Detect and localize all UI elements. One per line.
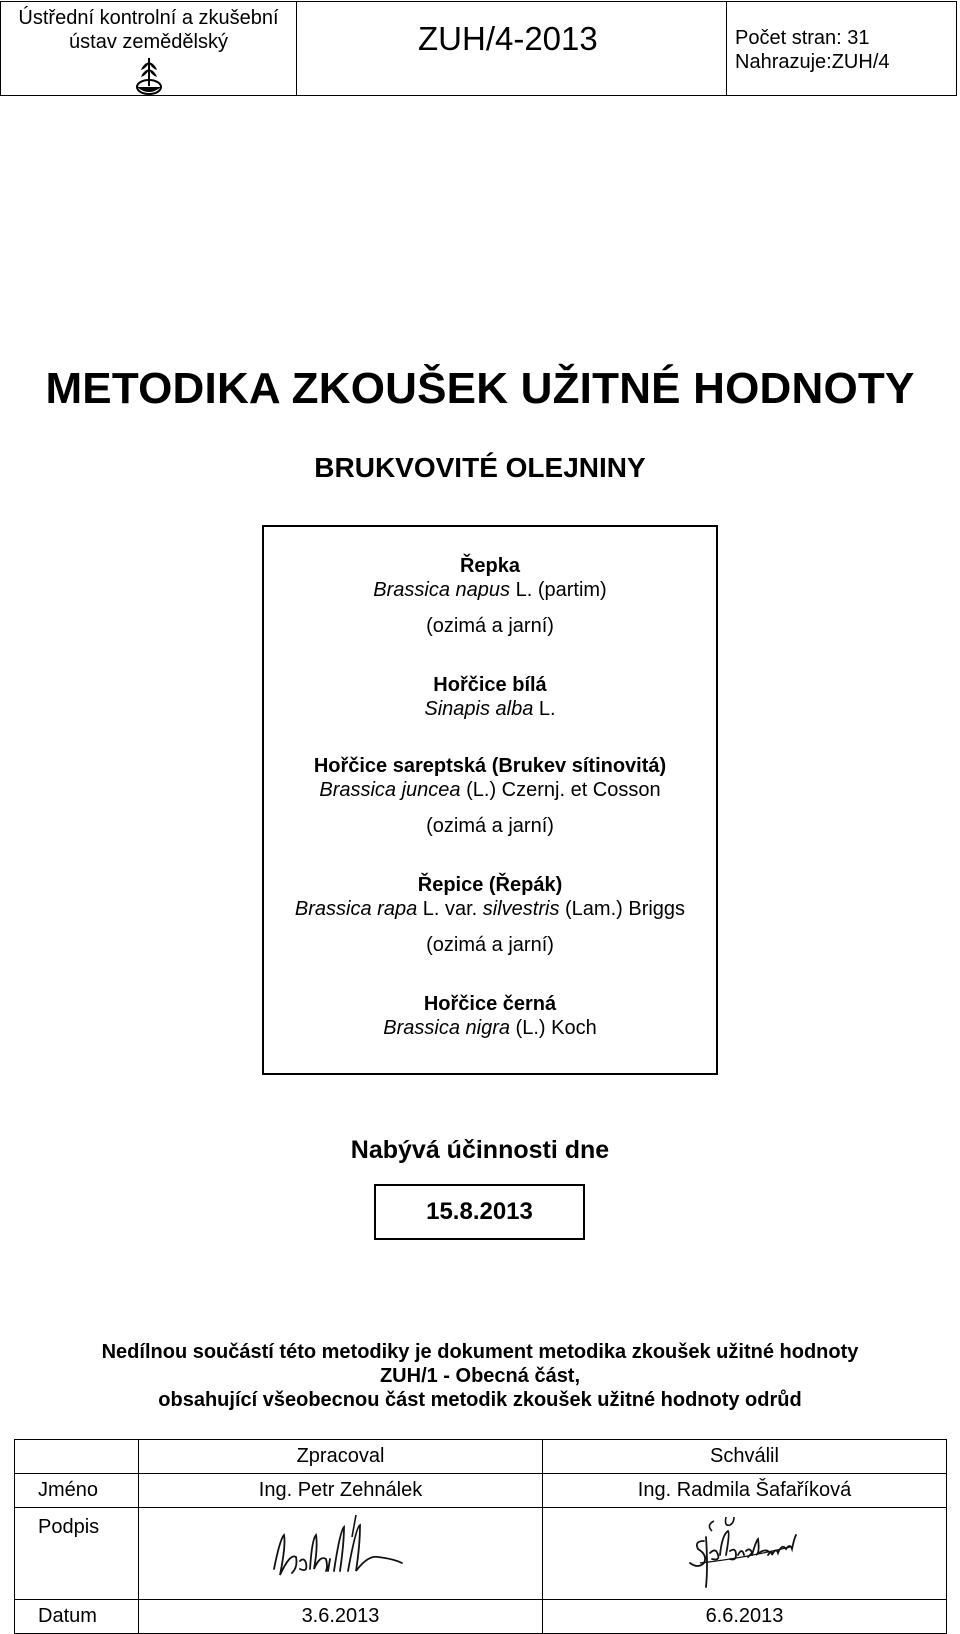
species-4-latin-var: L. var. — [417, 898, 483, 920]
note-line-3: obsahující všeobecnou část metodik zkoušek užitné hodnoty odrůd — [158, 1389, 802, 1411]
species-1-latin — [264, 579, 716, 602]
note-line-2: ZUH/1 - Obecná část, — [379, 1365, 581, 1387]
species-2-name: Hořčice bílá — [433, 674, 547, 696]
prepared-date: 3.6.2013 — [139, 1600, 543, 1634]
document-header — [0, 1, 957, 96]
institute-name-line1: Ústřední kontrolní a zkušební — [18, 7, 279, 29]
handwritten-signature-icon — [266, 1511, 416, 1591]
row-name-label: Jméno — [15, 1474, 139, 1508]
species-1-latin-genus: Brassica napus — [373, 579, 511, 601]
document-subtitle: BRUKVOVITÉ OLEJNINY — [314, 452, 646, 483]
species-box — [262, 525, 718, 1075]
signature-table — [14, 1439, 947, 1634]
col-prepared-header: Zpracoval — [139, 1440, 543, 1474]
approved-name: Ing. Radmila Šafaříková — [543, 1474, 947, 1508]
species-5-latin-genus: Brassica nigra — [383, 1017, 510, 1039]
species-4-note: (ozimá a jarní) — [426, 934, 554, 956]
species-5-name: Hořčice černá — [423, 993, 557, 1015]
institute-logo-icon — [132, 56, 166, 96]
prepared-name: Ing. Petr Zehnálek — [139, 1474, 543, 1508]
species-3-latin — [264, 779, 716, 802]
institute-name-line2: ústav zemědělský — [69, 31, 228, 53]
species-4-name: Řepice (Řepák) — [417, 874, 563, 896]
page-count: Počet stran: 31 — [735, 27, 870, 49]
table-row — [15, 1508, 947, 1600]
approved-signature — [543, 1508, 947, 1600]
species-4-latin-variety: silvestris — [482, 898, 560, 920]
integral-part-note — [0, 1340, 960, 1412]
document-title: METODIKA ZKOUŠEK UŽITNÉ HODNOTY — [45, 364, 915, 413]
species-2-latin-genus: Sinapis alba — [424, 698, 534, 720]
doc-meta-cell — [727, 2, 956, 95]
species-3-note: (ozimá a jarní) — [426, 815, 554, 837]
species-5-latin-author: (L.) Koch — [510, 1017, 597, 1039]
replaces: Nahrazuje:ZUH/4 — [735, 51, 890, 73]
doc-code: ZUH/4-2013 — [418, 20, 598, 57]
species-3-latin-author: (L.) Czernj. et Cosson — [460, 779, 661, 801]
institute-cell — [1, 2, 297, 95]
table-row — [15, 1440, 947, 1474]
effective-date: 15.8.2013 — [374, 1184, 585, 1240]
row-signature-label: Podpis — [15, 1508, 139, 1600]
species-2-latin-author: L. — [533, 698, 556, 720]
species-4-latin-author: (Lam.) Briggs — [559, 898, 686, 920]
approved-date: 6.6.2013 — [543, 1600, 947, 1634]
species-3-latin-genus: Brassica juncea — [319, 779, 461, 801]
row-date-label: Datum — [15, 1600, 139, 1634]
empty-cell — [15, 1440, 139, 1474]
effective-date-label: Nabývá účinnosti dne — [350, 1136, 610, 1164]
species-1-note: (ozimá a jarní) — [426, 615, 554, 637]
table-row — [15, 1600, 947, 1634]
species-2-latin — [264, 698, 716, 721]
species-1-latin-author: L. (partim) — [510, 579, 607, 601]
doc-code-cell — [297, 2, 727, 95]
species-4-latin — [264, 898, 716, 921]
species-1-name: Řepka — [459, 555, 521, 577]
species-5-latin — [264, 1017, 716, 1040]
col-approved-header: Schválil — [543, 1440, 947, 1474]
handwritten-signature-icon — [680, 1511, 810, 1591]
note-line-1: Nedílnou součástí této metodiky je dokument metodika zkoušek užitné hodnoty — [101, 1341, 859, 1363]
table-row — [15, 1474, 947, 1508]
prepared-signature — [139, 1508, 543, 1600]
species-3-name: Hořčice sareptská (Brukev sítinovitá) — [313, 755, 667, 777]
species-4-latin-genus: Brassica rapa — [294, 898, 418, 920]
